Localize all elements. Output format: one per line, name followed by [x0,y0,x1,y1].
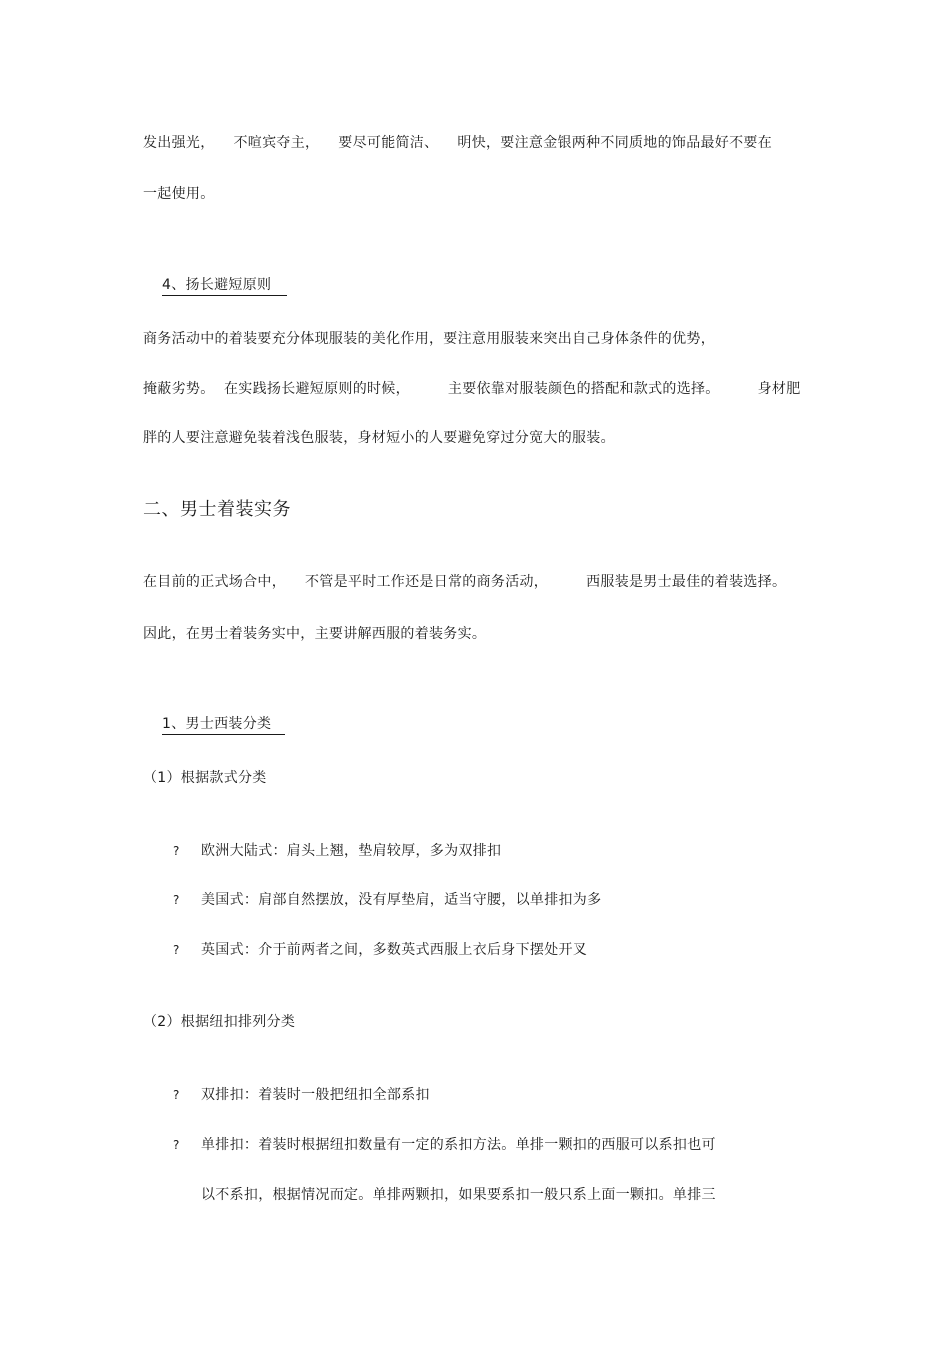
list-item: 美国式：肩部自然摆放，没有厚垫肩，适当守腰，以单排扣为多 [201,892,602,908]
bullet-marker: ? [173,893,180,907]
list-item: 双排扣：着装时一般把纽扣全部系扣 [201,1087,430,1103]
paragraph-line: 在目前的正式场合中， 不管是平时工作还是日常的商务活动， 西服装是男士最佳的着装选择。 [143,574,787,590]
bullet-marker: ? [173,844,180,858]
list-item: 英国式：介于前两者之间，多数英式西服上衣后身下摆处开叉 [201,942,588,958]
chapter-title: 二、男士着装实务 [143,499,291,520]
paragraph-line: 胖的人要注意避免装着浅色服装，身材短小的人要避免穿过分宽大的服装。 [143,430,615,446]
bullet-marker: ? [173,1138,180,1152]
section-title-4 [143,258,287,314]
section-title-1 [143,697,285,753]
bullet-marker: ? [173,943,180,957]
paragraph-line: 商务活动中的着装要充分体现服装的美化作用，要注意用服装来突出自己身体条件的优势， [143,331,715,347]
list-item: 单排扣：着装时根据纽扣数量有一定的系扣方法。单排一颗扣的西服可以系扣也可 [201,1137,716,1153]
subsection-title: （2）根据纽扣排列分类 [143,1014,296,1030]
subsection-title: （1）根据款式分类 [143,770,267,786]
section-title-1-text: 1、男士西装分类 [162,715,285,735]
bullet-marker: ? [173,1088,180,1102]
paragraph-line: 因此，在男士着装务实中，主要讲解西服的着装务实。 [143,626,487,642]
paragraph-line: 掩蔽劣势。 在实践扬长避短原则的时候， 主要依靠对服装颜色的搭配和款式的选择。 身材肥 [143,381,801,397]
paragraph-line: 一起使用。 [143,186,215,202]
section-title-4-text: 4、扬长避短原则 [162,276,287,296]
paragraph-line: 发出强光， 不喧宾夺主， 要尽可能简洁、 明快，要注意金银两种不同质地的饰品最好不要在 [143,135,772,151]
list-item-continuation: 以不系扣，根据情况而定。单排两颗扣，如果要系扣一般只系上面一颗扣。单排三 [201,1187,716,1203]
list-item: 欧洲大陆式：肩头上翘，垫肩较厚，多为双排扣 [201,843,502,859]
